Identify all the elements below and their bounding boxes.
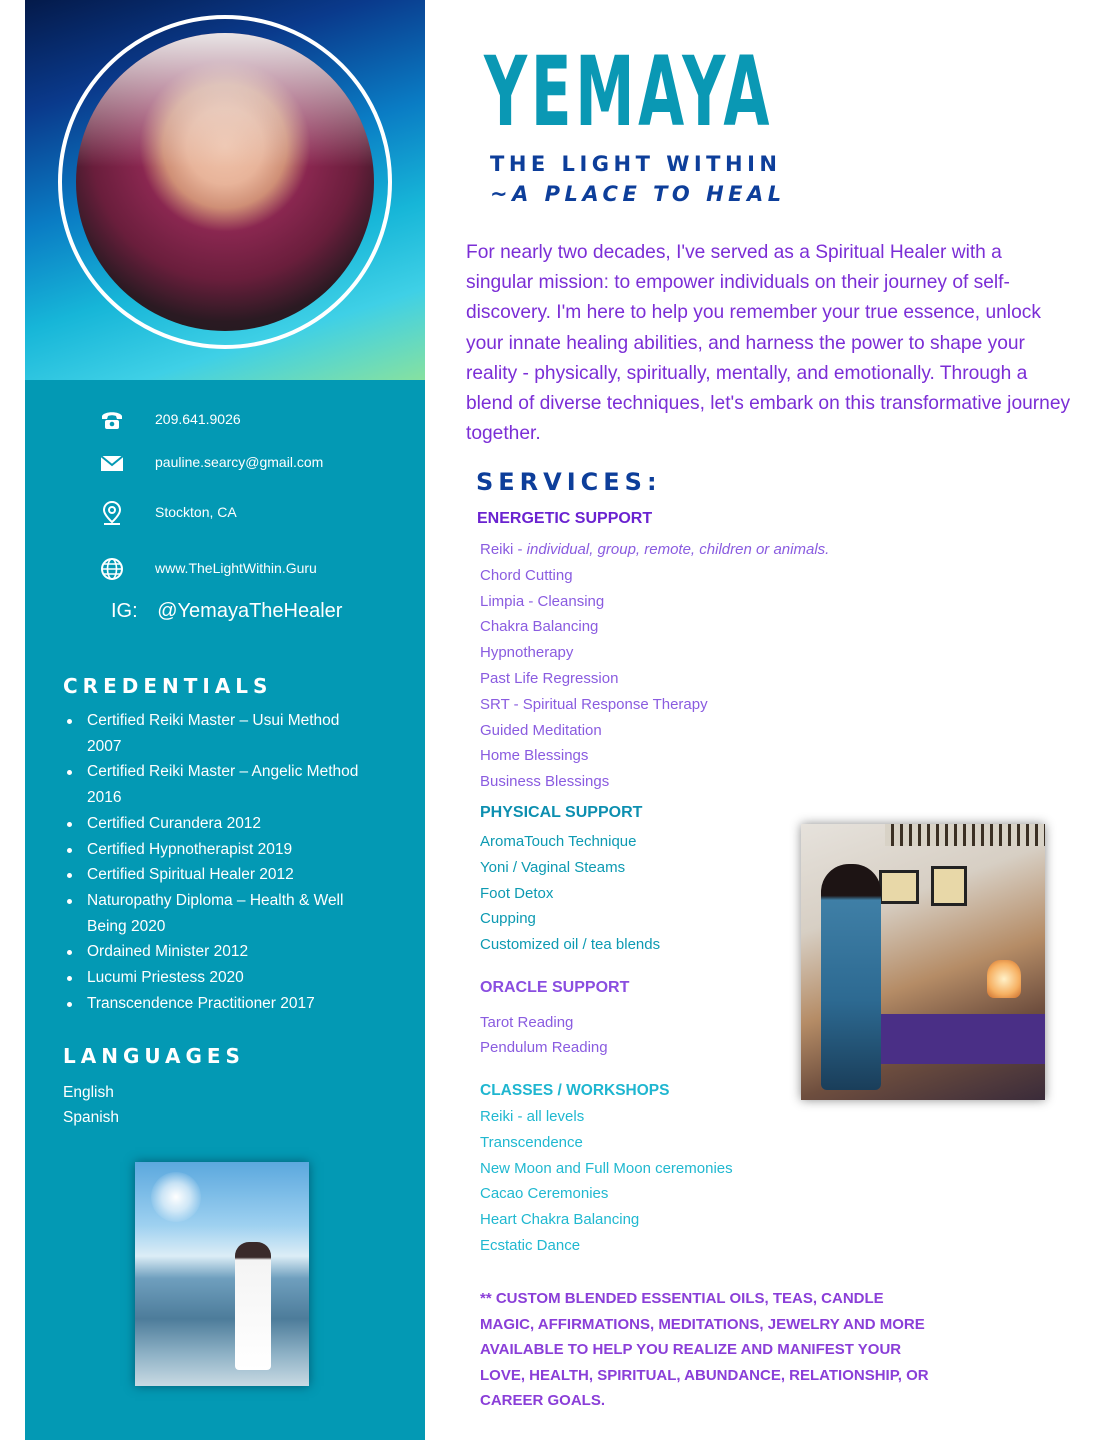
location-pin-icon <box>99 500 125 526</box>
phone-icon <box>99 407 125 433</box>
service-item: AromaTouch Technique <box>480 833 637 850</box>
phone-text[interactable]: 209.641.9026 <box>155 411 241 427</box>
globe-icon <box>99 556 125 582</box>
service-item: Yoni / Vaginal Steams <box>480 858 626 876</box>
contact-email <box>25 448 425 478</box>
photo-frame <box>931 866 967 906</box>
contact-website <box>25 554 425 584</box>
page-title: YEMAYA <box>484 36 774 148</box>
sun-glare <box>151 1172 201 1222</box>
website-link[interactable]: www.TheLightWithin.Guru <box>155 560 317 576</box>
credential-item: Certified Curandera 2012 <box>67 811 367 837</box>
service-item: Hypnotherapy <box>480 644 574 662</box>
photo-figure <box>235 1242 271 1370</box>
oracle-support-list <box>480 1010 608 1060</box>
service-item: Reiki - all levels <box>480 1108 585 1125</box>
healing-session-photo <box>801 824 1045 1100</box>
instagram-label: IG: <box>111 600 138 622</box>
profile-photo <box>76 33 374 331</box>
credentials-list <box>67 708 367 1016</box>
mail-icon <box>99 450 125 476</box>
service-item: Tarot Reading <box>480 1014 574 1031</box>
instagram-handle[interactable]: @YemayaTheHealer <box>157 600 343 622</box>
photo-shelf <box>885 824 1045 846</box>
service-item: Home Blessings <box>480 747 589 765</box>
credential-item: Certified Spiritual Healer 2012 <box>67 862 367 888</box>
location-text: Stockton, CA <box>155 504 237 520</box>
service-item: SRT - Spiritual Response Therapy <box>480 695 708 713</box>
credential-item: Certified Reiki Master – Usui Method 2007 <box>67 708 367 759</box>
credential-item: Lucumi Priestess 2020 <box>67 965 367 991</box>
photo-healer <box>821 864 881 1090</box>
energetic-support-heading: ENERGETIC SUPPORT <box>477 510 653 527</box>
service-item: Ecstatic Dance <box>480 1236 581 1254</box>
sidebar <box>25 0 425 1440</box>
oracle-support-heading: ORACLE SUPPORT <box>480 979 630 996</box>
classes-workshops-heading: CLASSES / WORKSHOPS <box>480 1082 670 1099</box>
service-item: Customized oil / tea blends <box>480 936 661 954</box>
intro-paragraph: For nearly two decades, I've served as a Spiritual Healer with a singular mission: to empower individuals on their journey of self-discovery. I'm here to help you remember your true essence, unlock your innate healing abilities, and harness the power to shape your reality - physically, spiritually, mentally, and emotionally. Through a blend of diverse techniques, let's embark on this transformative journey together. <box>466 242 1071 445</box>
service-item-reiki <box>480 537 829 563</box>
credential-item: Naturopathy Diploma – Health & Well Being 2020 <box>67 888 367 939</box>
portrait-banner <box>25 0 425 380</box>
service-item: Cupping <box>480 910 536 928</box>
service-item: Heart Chakra Balancing <box>480 1211 640 1229</box>
subtitle-line-2: ~A PLACE TO HEAL <box>490 182 786 206</box>
beach-photo <box>135 1162 309 1386</box>
instagram-row <box>111 600 342 623</box>
reiki-name: Reiki - <box>480 541 527 558</box>
language-item: Spanish <box>63 1109 120 1126</box>
portrait-ring <box>58 15 392 349</box>
language-item: English <box>63 1084 114 1101</box>
service-item: Chakra Balancing <box>480 618 599 636</box>
custom-offerings-note: ** CUSTOM BLENDED ESSENTIAL OILS, TEAS, CANDLE MAGIC, AFFIRMATIONS, MEDITATIONS, JEWELRY AND MORE AVAILABLE TO HELP YOU REALIZE AND MANIFEST YOUR LOVE, HEALTH, SPIRITUAL, ABUNDANCE, RELATIONSHIP, OR CAREER GOALS. <box>480 1290 929 1410</box>
email-text[interactable]: pauline.searcy@gmail.com <box>155 454 324 470</box>
service-item: Cacao Ceremonies <box>480 1185 609 1203</box>
credential-item: Ordained Minister 2012 <box>67 939 367 965</box>
service-item: Transcendence <box>480 1133 583 1151</box>
service-item: Business Blessings <box>480 773 610 791</box>
credential-item: Certified Reiki Master – Angelic Method 2016 <box>67 759 367 810</box>
classes-workshops-list <box>480 1104 733 1259</box>
service-item: Pendulum Reading <box>480 1039 608 1056</box>
service-item: Guided Meditation <box>480 721 602 739</box>
service-item: Limpia - Cleansing <box>480 592 605 610</box>
salt-lamp <box>987 960 1021 998</box>
credential-item: Transcendence Practitioner 2017 <box>67 991 367 1017</box>
credentials-heading: CREDENTIALS <box>63 674 273 698</box>
photo-frame <box>879 870 919 904</box>
languages-heading: LANGUAGES <box>63 1044 245 1068</box>
credential-item: Certified Hypnotherapist 2019 <box>67 837 367 863</box>
massage-table <box>861 1014 1045 1064</box>
service-item: Past Life Regression <box>480 669 619 687</box>
contact-phone <box>25 405 425 435</box>
physical-support-heading: PHYSICAL SUPPORT <box>480 804 643 821</box>
service-item: New Moon and Full Moon ceremonies <box>480 1159 733 1177</box>
contact-location <box>25 498 425 528</box>
physical-support-list <box>480 829 660 958</box>
service-item: Chord Cutting <box>480 566 573 584</box>
reiki-note: individual, group, remote, children or animals. <box>526 541 830 558</box>
service-item: Foot Detox <box>480 884 554 902</box>
services-heading: SERVICES: <box>476 468 662 496</box>
subtitle-line-1: THE LIGHT WITHIN <box>490 152 782 176</box>
energetic-support-list <box>480 537 829 795</box>
languages-list <box>63 1080 119 1130</box>
